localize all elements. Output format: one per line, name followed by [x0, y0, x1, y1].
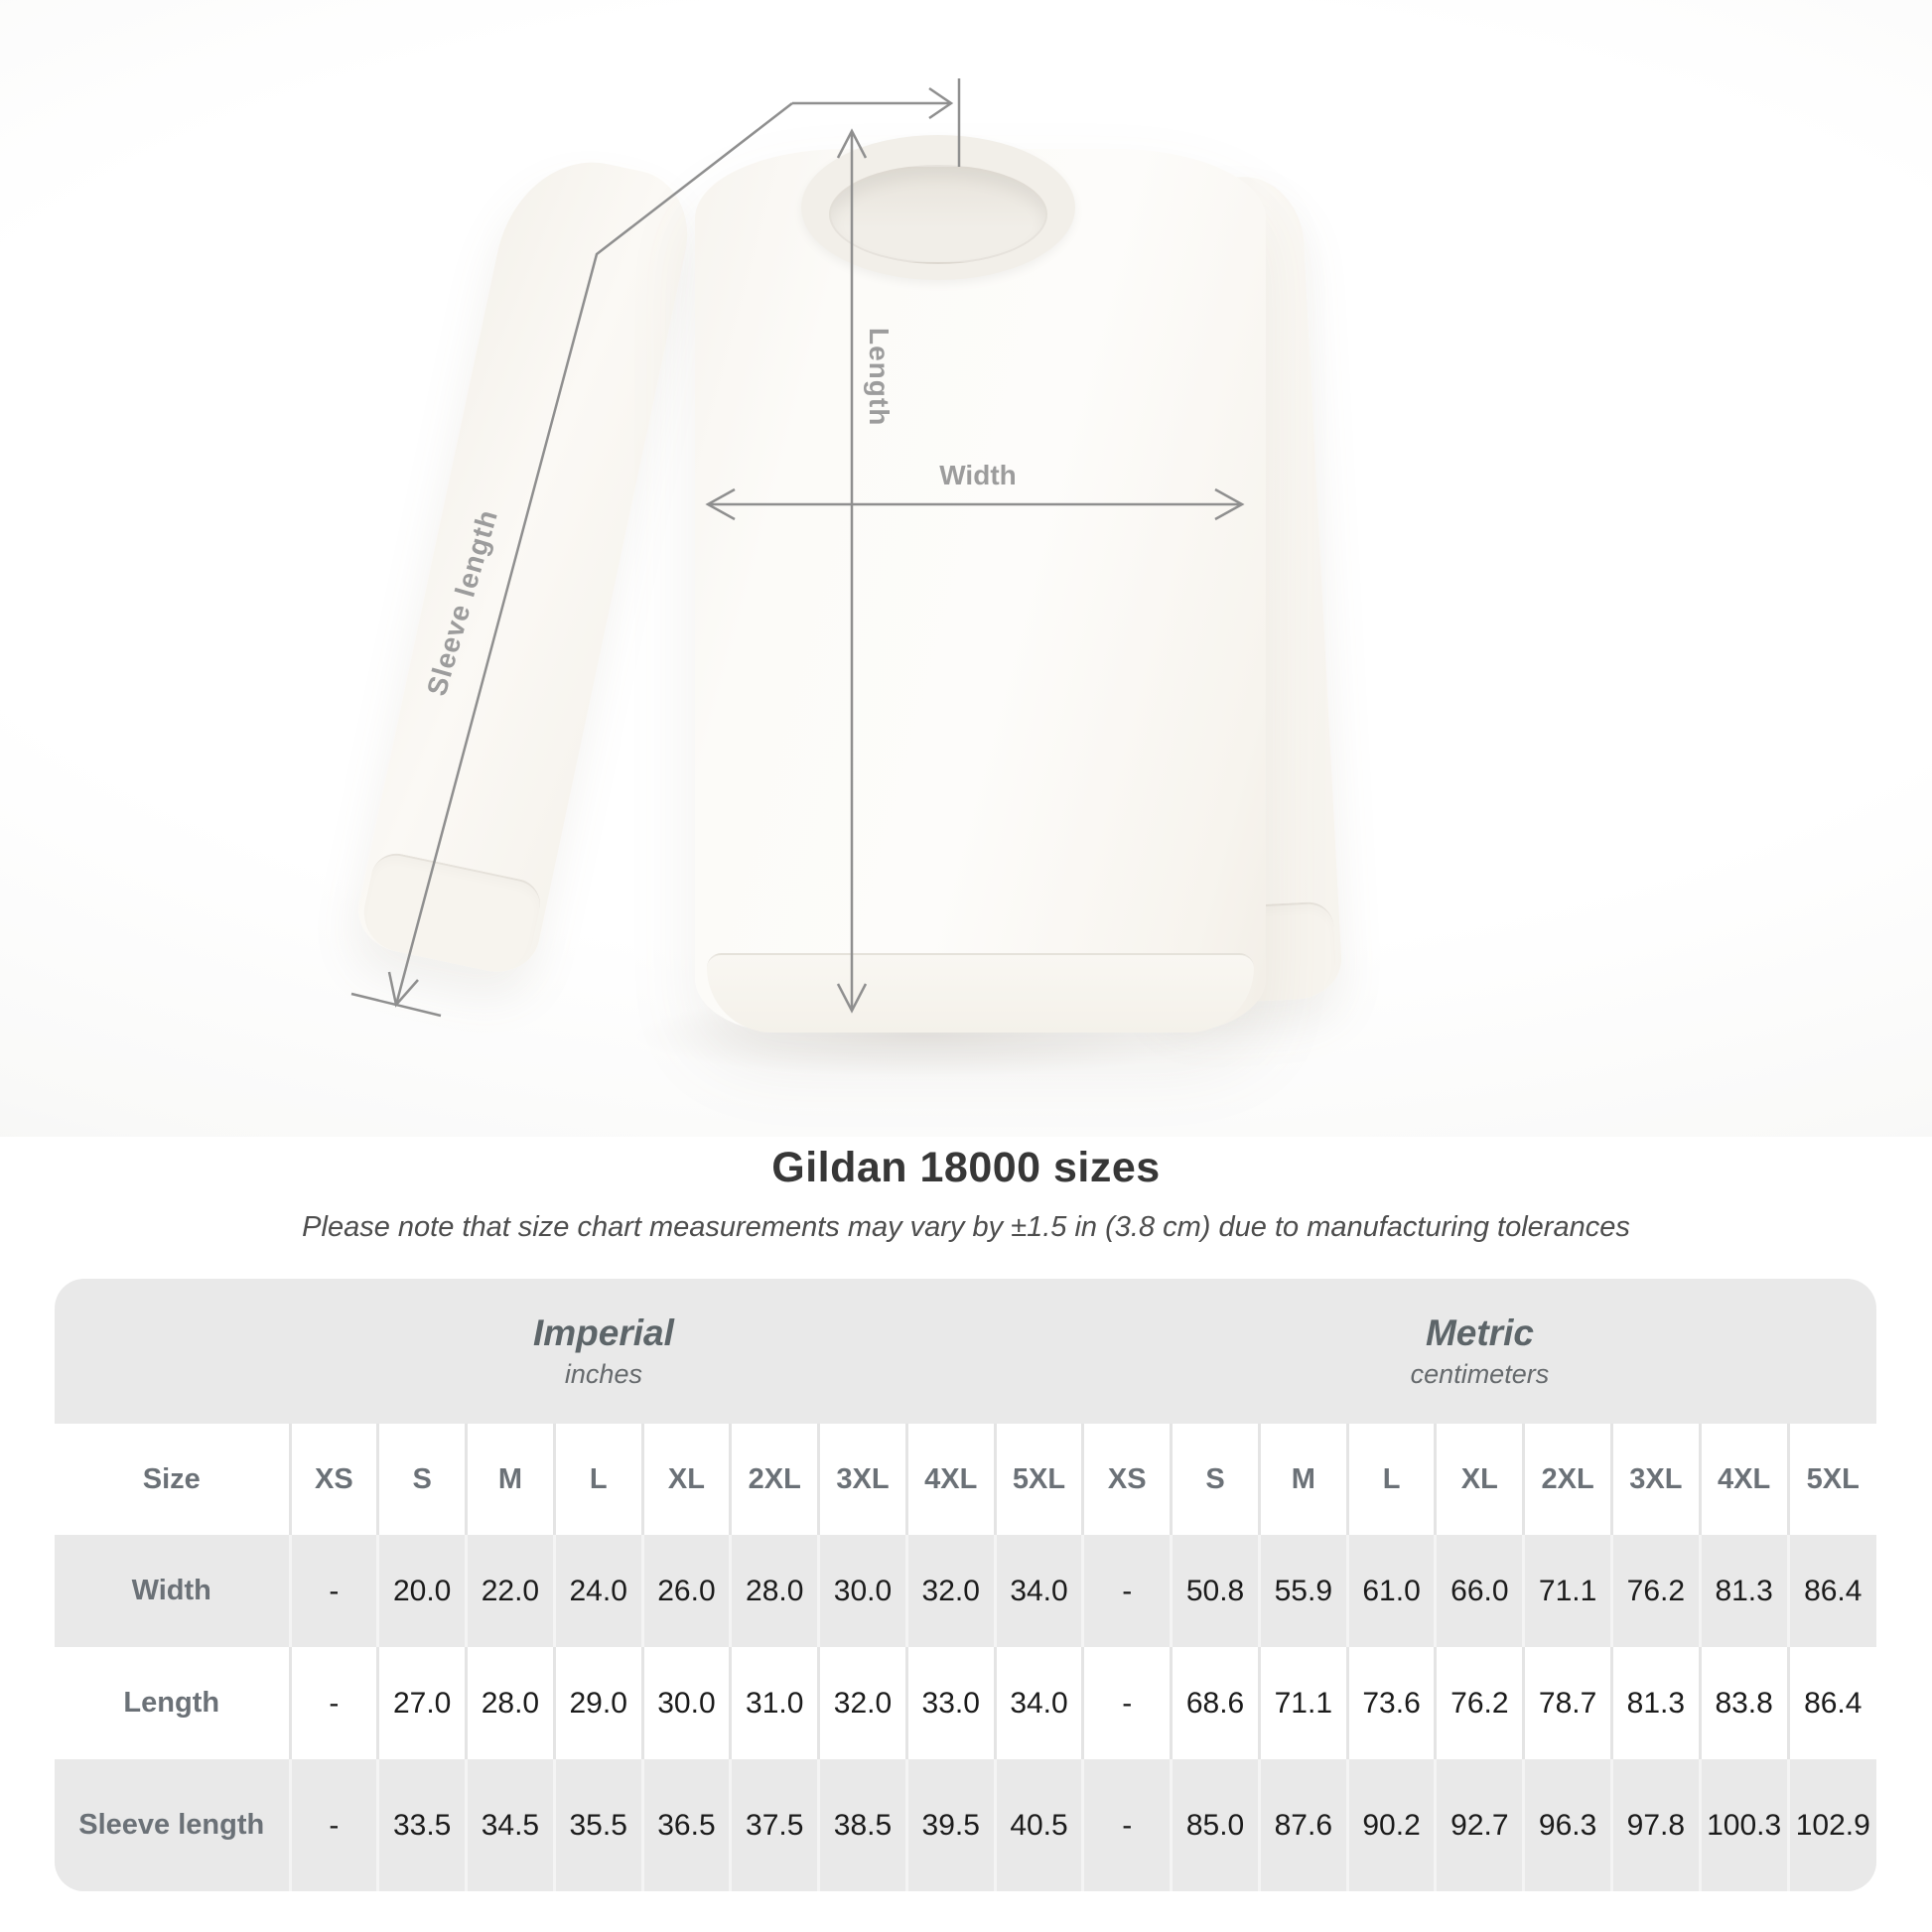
- metric-label: Metric: [1425, 1312, 1534, 1353]
- size-column-header: 2XL: [1524, 1424, 1612, 1535]
- metric-value-cell: 76.2: [1611, 1535, 1700, 1647]
- metric-unit-header: [1083, 1279, 1876, 1424]
- imperial-label: Imperial: [532, 1312, 674, 1353]
- metric-value-cell: 71.1: [1524, 1535, 1612, 1647]
- imperial-value-cell: 30.0: [642, 1647, 731, 1759]
- imperial-value-cell: -: [290, 1759, 378, 1891]
- imperial-value-cell: 33.5: [378, 1759, 467, 1891]
- metric-value-cell: 100.3: [1700, 1759, 1788, 1891]
- metric-value-cell: 61.0: [1347, 1535, 1436, 1647]
- size-column-header: XL: [1436, 1424, 1524, 1535]
- imperial-value-cell: 28.0: [731, 1535, 819, 1647]
- metric-value-cell: 96.3: [1524, 1759, 1612, 1891]
- size-header-row: [55, 1424, 1876, 1535]
- unit-groups-row: [55, 1279, 1876, 1424]
- size-column-header: XS: [1083, 1424, 1172, 1535]
- measurement-row-label: Width: [131, 1575, 211, 1606]
- imperial-value-cell: 26.0: [642, 1535, 731, 1647]
- imperial-value-cell: 35.5: [554, 1759, 642, 1891]
- imperial-value-cell: 31.0: [731, 1647, 819, 1759]
- metric-value-cell: 78.7: [1524, 1647, 1612, 1759]
- imperial-value-cell: 40.5: [995, 1759, 1083, 1891]
- size-column-header: M: [467, 1424, 555, 1535]
- size-column-header: 5XL: [1788, 1424, 1876, 1535]
- metric-value-cell: 55.9: [1259, 1535, 1347, 1647]
- metric-value-cell: -: [1083, 1759, 1172, 1891]
- size-chart-table-container: [55, 1279, 1876, 1891]
- measurement-row: [55, 1759, 1876, 1891]
- measurement-row: [55, 1535, 1876, 1647]
- imperial-value-cell: 28.0: [467, 1647, 555, 1759]
- imperial-value-cell: 34.0: [995, 1647, 1083, 1759]
- imperial-value-cell: 32.0: [906, 1535, 995, 1647]
- size-column-header: L: [1347, 1424, 1436, 1535]
- size-column-header: L: [554, 1424, 642, 1535]
- metric-value-cell: 81.3: [1700, 1535, 1788, 1647]
- imperial-value-cell: 24.0: [554, 1535, 642, 1647]
- metric-value-cell: 81.3: [1611, 1647, 1700, 1759]
- measurement-row-label: Length: [123, 1687, 220, 1719]
- measurement-row: [55, 1647, 1876, 1759]
- size-column-header: S: [1172, 1424, 1260, 1535]
- imperial-value-cell: 29.0: [554, 1647, 642, 1759]
- size-column-header: XL: [642, 1424, 731, 1535]
- sleeve-length-dimension-label: Sleeve length: [420, 505, 504, 700]
- imperial-value-cell: 36.5: [642, 1759, 731, 1891]
- imperial-value-cell: 33.0: [906, 1647, 995, 1759]
- size-column-header: XS: [290, 1424, 378, 1535]
- size-column-header: S: [378, 1424, 467, 1535]
- metric-value-cell: 71.1: [1259, 1647, 1347, 1759]
- metric-value-cell: 68.6: [1172, 1647, 1260, 1759]
- imperial-value-cell: 39.5: [906, 1759, 995, 1891]
- imperial-value-cell: 20.0: [378, 1535, 467, 1647]
- sleeve-end-tick: [351, 994, 441, 1016]
- size-chart-table: [55, 1279, 1876, 1891]
- imperial-unit-header: [55, 1279, 1083, 1424]
- metric-value-cell: 102.9: [1788, 1759, 1876, 1891]
- metric-value-cell: 73.6: [1347, 1647, 1436, 1759]
- size-column-header: 5XL: [995, 1424, 1083, 1535]
- size-column-header: 4XL: [1700, 1424, 1788, 1535]
- imperial-value-cell: 37.5: [731, 1759, 819, 1891]
- size-corner-header: Size: [142, 1462, 201, 1495]
- imperial-value-cell: 27.0: [378, 1647, 467, 1759]
- metric-value-cell: 86.4: [1788, 1535, 1876, 1647]
- imperial-value-cell: -: [290, 1535, 378, 1647]
- imperial-value-cell: 32.0: [819, 1647, 907, 1759]
- width-dimension-label: Width: [939, 460, 1017, 490]
- metric-value-cell: 97.8: [1611, 1759, 1700, 1891]
- measurement-row-label: Sleeve length: [78, 1809, 265, 1841]
- metric-value-cell: 86.4: [1788, 1647, 1876, 1759]
- imperial-value-cell: -: [290, 1647, 378, 1759]
- metric-value-cell: -: [1083, 1647, 1172, 1759]
- size-column-header: 2XL: [731, 1424, 819, 1535]
- size-column-header: 3XL: [1611, 1424, 1700, 1535]
- metric-value-cell: 76.2: [1436, 1647, 1524, 1759]
- length-dimension-label: Length: [864, 328, 895, 427]
- sleeve-length-line: [396, 103, 792, 1005]
- inches-label: inches: [564, 1359, 642, 1389]
- tolerance-note: Please note that size chart measurements may vary by ±1.5 in (3.8 cm) due to manufacturing tolerances: [302, 1211, 1630, 1243]
- imperial-value-cell: 34.0: [995, 1535, 1083, 1647]
- imperial-value-cell: 30.0: [819, 1535, 907, 1647]
- size-column-header: 4XL: [906, 1424, 995, 1535]
- metric-value-cell: 90.2: [1347, 1759, 1436, 1891]
- imperial-value-cell: 38.5: [819, 1759, 907, 1891]
- size-column-header: M: [1259, 1424, 1347, 1535]
- centimeters-label: centimeters: [1410, 1359, 1550, 1389]
- metric-value-cell: 66.0: [1436, 1535, 1524, 1647]
- imperial-value-cell: 22.0: [467, 1535, 555, 1647]
- metric-value-cell: 50.8: [1172, 1535, 1260, 1647]
- metric-value-cell: -: [1083, 1535, 1172, 1647]
- metric-value-cell: 85.0: [1172, 1759, 1260, 1891]
- metric-value-cell: 92.7: [1436, 1759, 1524, 1891]
- metric-value-cell: 87.6: [1259, 1759, 1347, 1891]
- imperial-value-cell: 34.5: [467, 1759, 555, 1891]
- size-column-header: 3XL: [819, 1424, 907, 1535]
- metric-value-cell: 83.8: [1700, 1647, 1788, 1759]
- page-title: Gildan 18000 sizes: [771, 1144, 1161, 1191]
